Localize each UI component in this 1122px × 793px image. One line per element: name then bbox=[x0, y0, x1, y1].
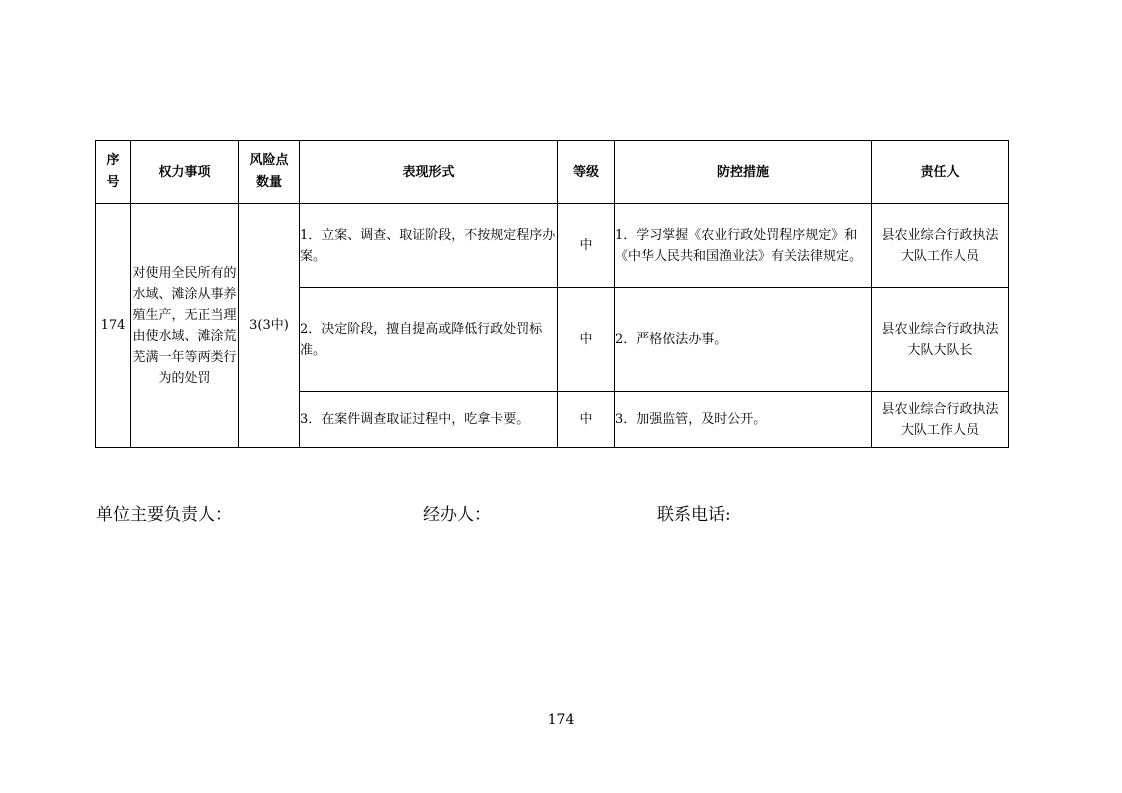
header-form: 表现形式 bbox=[300, 141, 558, 204]
measure-cell: 3．加强监管，及时公开。 bbox=[615, 392, 872, 448]
responsible-cell: 县农业综合行政执法大队工作人员 bbox=[872, 204, 1009, 288]
level-cell: 中 bbox=[558, 288, 615, 392]
header-responsible: 责任人 bbox=[872, 141, 1009, 204]
header-measures: 防控措施 bbox=[615, 141, 872, 204]
measure-cell: 1．学习掌握《农业行政处罚程序规定》和《中华人民共和国渔业法》有关法律规定。 bbox=[615, 204, 872, 288]
header-risk-count: 风险点数量 bbox=[239, 141, 300, 204]
power-matter-cell: 对使用全民所有的水域、滩涂从事养殖生产，无正当理由使水域、滩涂荒芜满一年等两类行为的处罚 bbox=[131, 204, 239, 448]
level-cell: 中 bbox=[558, 392, 615, 448]
level-cell: 中 bbox=[558, 204, 615, 288]
risk-count-cell: 3(3中) bbox=[239, 204, 300, 448]
form-cell: 2．决定阶段，擅自提高或降低行政处罚标准。 bbox=[300, 288, 558, 392]
header-row bbox=[96, 141, 1009, 204]
responsible-cell: 县农业综合行政执法大队大队长 bbox=[872, 288, 1009, 392]
unit-head-label: 单位主要负责人： bbox=[96, 505, 232, 525]
page-number: 174 bbox=[547, 712, 575, 728]
form-cell: 3．在案件调查取证过程中，吃拿卡要。 bbox=[300, 392, 558, 448]
phone-label: 联系电话: bbox=[657, 505, 731, 525]
header-seq: 序号 bbox=[96, 141, 131, 204]
header-level: 等级 bbox=[558, 141, 615, 204]
header-power-matter: 权力事项 bbox=[131, 141, 239, 204]
handler-label: 经办人： bbox=[423, 505, 491, 525]
responsible-cell: 县农业综合行政执法大队工作人员 bbox=[872, 392, 1009, 448]
form-cell: 1．立案、调查、取证阶段，不按规定程序办案。 bbox=[300, 204, 558, 288]
table-row bbox=[96, 204, 1009, 288]
risk-table bbox=[95, 140, 1009, 448]
measure-cell: 2．严格依法办事。 bbox=[615, 288, 872, 392]
seq-cell: 174 bbox=[96, 204, 131, 448]
